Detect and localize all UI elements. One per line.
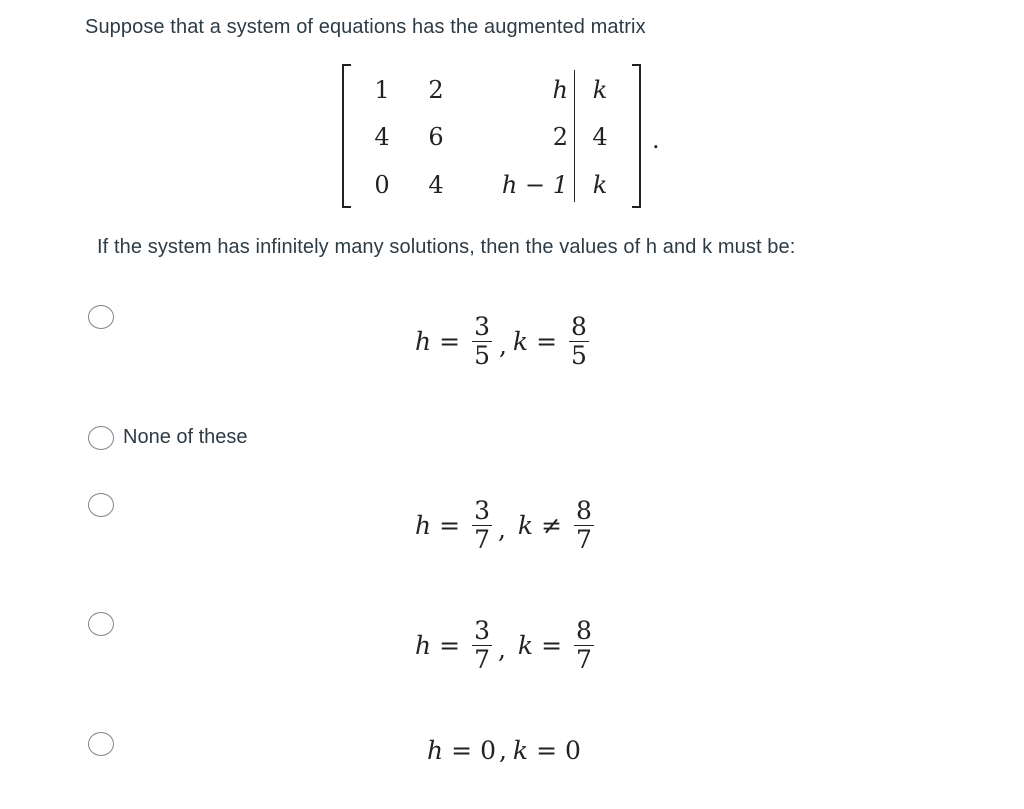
comma: , <box>498 331 507 360</box>
question-prompt: If the system has infinitely many solutions, then the values of h and k must be: <box>97 236 796 258</box>
matrix-cell: 4 <box>428 171 444 199</box>
matrix-cell: 4 <box>592 123 608 151</box>
option-4-expression[interactable] <box>415 618 598 673</box>
h-variable: h <box>415 511 432 540</box>
option-2-label[interactable]: None of these <box>123 426 248 448</box>
comma: , <box>497 635 506 664</box>
augmentation-line <box>574 70 575 202</box>
k-variable: k <box>517 511 534 540</box>
question-intro: Suppose that a system of equations has the augmented matrix <box>85 16 646 38</box>
option-1-expression[interactable] <box>415 314 593 369</box>
numerator: 8 <box>576 496 592 525</box>
option-3-radio[interactable] <box>88 493 114 517</box>
numerator: 8 <box>576 616 592 645</box>
matrix-cell: k <box>592 171 608 199</box>
option-4-radio[interactable] <box>88 612 114 636</box>
matrix-cell: 2 <box>552 123 568 151</box>
k-variable: k <box>512 327 529 356</box>
option-1-radio[interactable] <box>88 305 114 329</box>
k-variable: k <box>517 631 534 660</box>
numerator: 3 <box>474 616 490 645</box>
augmented-matrix <box>338 62 658 212</box>
relation-symbol: = <box>541 631 563 660</box>
comma: , <box>498 736 507 765</box>
matrix-cell: k <box>592 76 608 104</box>
denominator: 5 <box>571 341 587 370</box>
matrix-cell: 0 <box>374 171 390 199</box>
relation-symbol: = <box>439 511 461 540</box>
h-value: 0 <box>480 736 496 765</box>
numerator: 8 <box>571 312 587 341</box>
h-variable: h <box>427 736 444 765</box>
relation-symbol: = <box>439 327 461 356</box>
h-fraction <box>472 618 492 673</box>
relation-symbol: = <box>536 736 558 765</box>
k-fraction <box>574 618 594 673</box>
relation-symbol: = <box>439 631 461 660</box>
matrix-cell: 2 <box>428 76 444 104</box>
matrix-cell: 6 <box>428 123 444 151</box>
matrix-cell: 4 <box>374 123 390 151</box>
matrix-right-bracket <box>632 64 641 208</box>
numerator: 3 <box>474 496 490 525</box>
denominator: 7 <box>576 645 592 674</box>
matrix-period: . <box>652 126 660 154</box>
matrix-left-bracket <box>342 64 351 208</box>
denominator: 7 <box>474 525 490 554</box>
relation-symbol: = <box>451 736 473 765</box>
k-value: 0 <box>565 736 581 765</box>
option-2-radio[interactable] <box>88 426 114 450</box>
denominator: 5 <box>474 341 490 370</box>
denominator: 7 <box>576 525 592 554</box>
relation-symbol: ≠ <box>541 511 563 540</box>
matrix-cell: 1 <box>374 76 390 104</box>
relation-symbol: = <box>536 327 558 356</box>
option-5-expression[interactable] <box>427 736 581 765</box>
option-5-radio[interactable] <box>88 732 114 756</box>
h-variable: h <box>415 631 432 660</box>
matrix-cell: h <box>552 76 568 104</box>
k-fraction <box>569 314 589 369</box>
h-variable: h <box>415 327 432 356</box>
denominator: 7 <box>474 645 490 674</box>
comma: , <box>497 515 506 544</box>
numerator: 3 <box>474 312 490 341</box>
k-fraction <box>574 498 594 553</box>
option-3-expression[interactable] <box>415 498 598 553</box>
h-fraction <box>472 498 492 553</box>
matrix-cell: h − 1 <box>501 171 568 199</box>
h-fraction <box>472 314 492 369</box>
k-variable: k <box>512 736 529 765</box>
